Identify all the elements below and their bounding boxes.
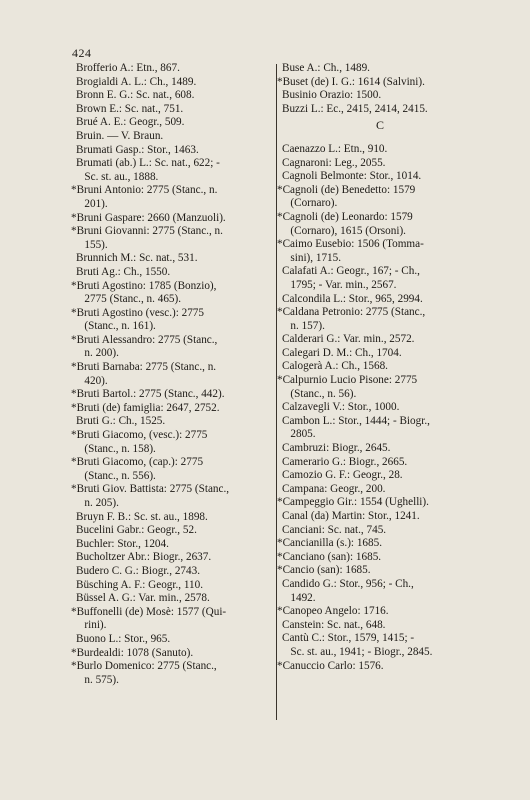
index-entry: (Stanc., n. 556). <box>76 469 156 482</box>
index-entry: 420). <box>76 374 108 387</box>
index-entry: (Stanc., n. 161). <box>76 320 156 333</box>
index-entry: Calafati A.: Geogr., 167; - Ch., <box>282 265 420 278</box>
index-entry: *Bruti Alessandro: 2775 (Stanc., <box>71 333 218 346</box>
index-entry: *Canciano (san): 1685. <box>277 550 382 563</box>
index-entry: *Bruti Giov. Battista: 2775 (Stanc., <box>71 483 230 496</box>
index-entry: Candido G.: Stor., 956; - Ch., <box>282 577 414 590</box>
index-entry: Buchler: Stor., 1204. <box>76 537 169 550</box>
index-entry: Brofferio A.: Etn., 867. <box>76 62 180 74</box>
index-entry: Brogialdi A. L.: Ch., 1489. <box>76 75 197 88</box>
index-entry: 155). <box>76 238 108 251</box>
index-entry: Calegari D. M.: Ch., 1704. <box>282 346 402 359</box>
index-entry: 2775 (Stanc., n. 465). <box>76 293 182 306</box>
index-entry: Cagnaroni: Leg., 2055. <box>282 156 386 169</box>
index-entry: *Bruti Agostino (vesc.): 2775 <box>71 306 204 319</box>
index-entry: Canciani: Sc. nat., 745. <box>282 523 387 536</box>
index-entry: Canal (da) Martin: Stor., 1241. <box>282 510 420 522</box>
index-entry: Sc. st. au., 1941; - Biogr., 2845. <box>282 645 433 658</box>
index-entry: Calderari G.: Var. min., 2572. <box>282 333 415 346</box>
index-entry: Bucholtzer Abr.: Biogr., 2637. <box>76 551 212 564</box>
index-entry: *Bruti Agostino: 1785 (Bonzio), <box>71 279 217 292</box>
index-entry: *Canuccio Carlo: 1576. <box>277 659 384 672</box>
index-entry: Cantù C.: Stor., 1579, 1415; - <box>282 632 415 645</box>
index-entry: n. 200). <box>76 347 119 360</box>
index-entry: Canstein: Sc. nat., 648. <box>282 618 386 631</box>
page-number: 424 <box>72 46 92 60</box>
index-entry: Sc. st. au., 1888. <box>76 170 159 183</box>
index-entry: n. 575). <box>76 673 119 686</box>
section-letter: C <box>375 118 384 133</box>
index-entry: 1492. <box>282 591 316 604</box>
left-column <box>71 62 272 687</box>
index-entry: *Caimo Eusebio: 1506 (Tomma- <box>277 238 424 251</box>
index-entry: Cambruzi: Biogr., 2645. <box>282 442 391 455</box>
index-entry: (Cornaro), 1615 (Orsoni). <box>282 224 406 237</box>
index-entry: (Stanc., n. 158). <box>76 442 156 455</box>
index-entry: *Bruni Antonio: 2775 (Stanc., n. <box>71 184 218 197</box>
index-entry: Bruti Ag.: Ch., 1550. <box>76 265 171 278</box>
index-entry: Büssel A. G.: Var. min., 2578. <box>76 592 210 605</box>
index-entry: Büsching A. F.: Geogr., 110. <box>76 578 204 591</box>
index-entry: *Buffonelli (de) Mosè: 1577 (Qui- <box>71 605 227 618</box>
index-entry: *Canopeo Angelo: 1716. <box>277 605 389 618</box>
index-entry: Bruin. — V. Braun. <box>76 129 164 142</box>
index-entry: Budero C. G.: Biogr., 2743. <box>76 564 200 577</box>
index-entry: Brué A. E.: Geogr., 509. <box>76 116 185 129</box>
index-entry: *Cagnoli (de) Benedetto: 1579 <box>277 183 416 196</box>
index-entry: (Cornaro). <box>282 197 338 210</box>
index-entry: *Cancianilla (s.): 1685. <box>277 537 383 550</box>
right-column-top-entries <box>277 62 478 116</box>
index-entry: Cambon L.: Stor., 1444; - Biogr., <box>282 414 430 427</box>
index-entry: Buono L.: Stor., 965. <box>76 632 171 645</box>
right-column-bottom-entries <box>277 142 478 673</box>
index-entry: sini), 1715. <box>282 251 342 264</box>
index-entry: Caenazzo L.: Etn., 910. <box>282 142 388 155</box>
index-entry: *Bruti (de) famiglia: 2647, 2752. <box>71 401 220 414</box>
index-entry: *Buset (de) I. G.: 1614 (Salvini). <box>277 75 425 88</box>
index-entry: Buzzi L.: Ec., 2415, 2414, 2415. <box>282 102 428 115</box>
index-entry: Campana: Geogr., 200. <box>282 482 386 495</box>
index-entry: *Burdealdi: 1078 (Sanuto). <box>71 646 194 659</box>
index-entry: Calcondila L.: Stor., 965, 2994. <box>282 292 423 305</box>
index-entry: Bruti G.: Ch., 1525. <box>76 415 166 428</box>
right-column <box>277 62 478 673</box>
index-entry: Brown E.: Sc. nat., 751. <box>76 102 184 115</box>
index-entry: 201). <box>76 197 108 210</box>
index-entry: 1795; - Var. min., 2567. <box>282 278 397 291</box>
index-entry: Camozio G. F.: Geogr., 28. <box>282 469 403 482</box>
index-entry: *Bruti Giacomo, (vesc.): 2775 <box>71 429 208 442</box>
index-entry: rini). <box>76 619 107 632</box>
index-entry: *Bruni Giovanni: 2775 (Stanc., n. <box>71 225 223 238</box>
index-entry: *Cancio (san): 1685. <box>277 564 371 577</box>
index-entry: *Caldana Petronio: 2775 (Stanc., <box>277 306 426 319</box>
index-entry: *Bruti Bartol.: 2775 (Stanc., 442). <box>71 388 225 401</box>
index-entry: Camerario G.: Biogr., 2665. <box>282 455 408 468</box>
index-entry: Calogerà A.: Ch., 1568. <box>282 360 388 373</box>
column-divider <box>276 64 277 720</box>
index-entry: 2805. <box>282 428 316 441</box>
index-entry: Brumati Gasp.: Stor., 1463. <box>76 143 199 156</box>
index-entry: *Bruti Giacomo, (cap.): 2775 <box>71 456 204 469</box>
index-entry: Cagnoli Belmonte: Stor., 1014. <box>282 170 422 183</box>
index-entry: Buse A.: Ch., 1489. <box>282 62 370 74</box>
index-entry: *Campeggio Gir.: 1554 (Ughelli). <box>277 496 429 509</box>
index-entry: *Bruti Barnaba: 2775 (Stanc., n. <box>71 361 217 374</box>
index-entry: Businio Orazio: 1500. <box>282 89 382 102</box>
index-entry: *Burlo Domenico: 2775 (Stanc., <box>71 660 217 673</box>
index-entry: n. 205). <box>76 497 119 509</box>
index-entry: Brunnich M.: Sc. nat., 531. <box>76 252 198 265</box>
index-entry: Bucelini Gabr.: Geogr., 52. <box>76 524 197 537</box>
index-entry: Brumati (ab.) L.: Sc. nat., 622; - <box>76 157 220 170</box>
index-entry: *Calpurnio Lucio Pisone: 2775 <box>277 374 418 387</box>
index-entry: (Stanc., n. 56). <box>282 387 357 400</box>
index-entry: Calzavegli V.: Stor., 1000. <box>282 401 400 414</box>
index-entry: n. 157). <box>282 319 325 332</box>
index-entry: *Bruni Gaspare: 2660 (Manzuoli). <box>71 211 226 224</box>
index-entry: Bronn E. G.: Sc. nat., 608. <box>76 89 195 102</box>
index-entry: *Cagnoli (de) Leonardo: 1579 <box>277 210 413 223</box>
index-entry: Bruyn F. B.: Sc. st. au., 1898. <box>76 510 208 523</box>
